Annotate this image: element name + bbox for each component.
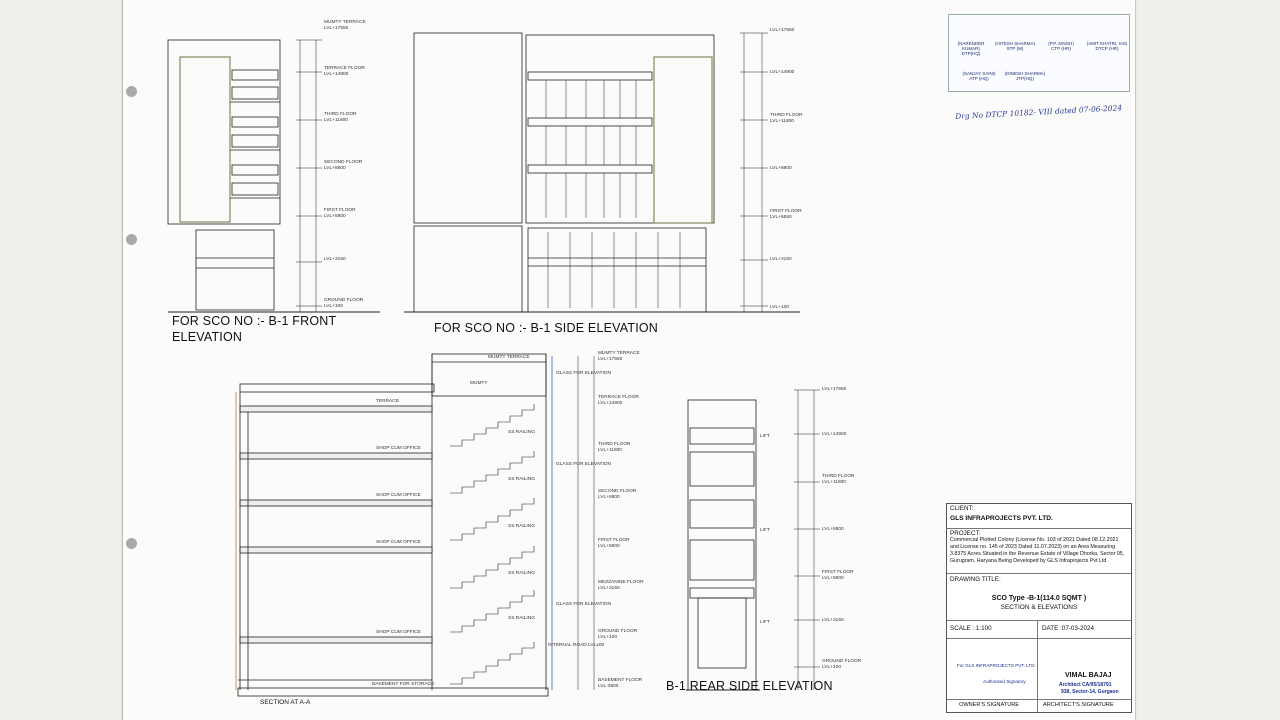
level-label: LVL+8800 <box>770 166 792 171</box>
section-label: TERRACE <box>376 399 399 404</box>
section-label: SHOP CUM OFFICE <box>376 630 421 635</box>
level-label: LVL+14900 <box>324 72 349 77</box>
level-label: LVL+5800 <box>822 576 844 581</box>
level-label: LVL+8800 <box>324 166 346 171</box>
level-label: FIRST FLOOR <box>822 570 854 575</box>
official-signature: (SANJAY SAINI) ATP (HQ) <box>962 71 996 82</box>
owner-sign-caption: Authorised Signatory <box>983 679 1026 684</box>
level-label: GROUND FLOOR <box>598 629 638 634</box>
approval-drawing-number: Drg No DTCP 10182- VIII dated 07-06-2024 <box>955 103 1123 121</box>
section-label: SHOP CUM OFFICE <box>376 493 421 498</box>
architect-name: VIMAL BAJAJ <box>1065 672 1112 679</box>
architect-signature-label: ARCHITECT'S SIGNATURE <box>1043 702 1114 708</box>
level-label: LVL+3150 <box>324 257 346 262</box>
sign-row-divider <box>947 504 1131 700</box>
section-label: SHOP CUM OFFICE <box>376 540 421 545</box>
level-label: LVL+11800 <box>598 448 622 453</box>
level-label: LVL+11800 <box>822 480 846 485</box>
section-label: MUMTY <box>470 381 488 386</box>
client-name: GLS INFRAPROJECTS PVT. LTD. <box>950 515 1053 522</box>
level-label: GLASS FOR ELEVATION <box>556 462 611 467</box>
level-label: FIRST FLOOR <box>324 208 356 213</box>
front-ground-block <box>196 230 274 310</box>
level-label: LVL+8800 <box>822 527 844 532</box>
architect-registration: Architect CA/95/18791 <box>1059 682 1112 688</box>
owner-signature-label: OWNER'S SIGNATURE <box>959 702 1020 708</box>
section-label: BASEMENT FOR STORAGE <box>372 682 435 687</box>
section-title: SECTION AT A-A <box>260 699 311 706</box>
level-label: LVL+8800 <box>598 495 620 500</box>
level-label: THIRD FLOOR <box>324 112 357 117</box>
section-label: MUMTY TERRACE <box>488 355 530 360</box>
section-label: SS RAILING <box>508 477 535 482</box>
level-label: LVL+17550 <box>822 387 847 392</box>
architect-address: 938, Sector-14, Gurgaon <box>1061 689 1119 695</box>
level-label: GLASS FOR ELEVATION <box>556 371 611 376</box>
level-label: TERRACE FLOOR <box>324 66 365 71</box>
section-label: SS RAILING <box>508 616 535 621</box>
drawing-title: SCO Type -B-1(114.0 SQMT ) <box>991 595 1087 602</box>
level-label: SECOND FLOOR <box>324 160 363 165</box>
level-label: LVL+100 <box>770 305 789 310</box>
level-label: BASEMENT FLOOR <box>598 678 643 683</box>
level-label: LVL+5800 <box>598 544 620 549</box>
level-label: INTERNAL ROAD LVL±00 <box>548 643 605 648</box>
level-label: FIRST FLOOR <box>598 538 630 543</box>
client-label: CLIENT: <box>950 505 974 512</box>
front-upper-block <box>168 40 280 224</box>
official-signature: (HITESH SHARMA) STP (M) <box>994 41 1035 52</box>
level-label: LVL+17550 <box>324 26 349 31</box>
level-label: LVL+3150 <box>598 586 620 591</box>
owner-company: For GLS INFRAPROJECTS PVT. LTD. <box>957 663 1036 668</box>
level-label: THIRD FLOOR <box>770 113 803 118</box>
side-left-block <box>414 33 522 223</box>
level-label: GROUND FLOOR <box>324 298 364 303</box>
level-label: MUMTY TERRACE <box>598 351 640 356</box>
level-label: LVL+5800 <box>324 214 346 219</box>
front-glass-panel <box>180 57 230 222</box>
front-elevation-title: FOR SCO NO :- B-1 FRONT ELEVATION <box>172 314 337 344</box>
drawing-title-label: DRAWING TITLE: <box>950 576 1001 583</box>
rear-lift-label: LIFT <box>760 620 770 625</box>
section-label: SS RAILING <box>508 430 535 435</box>
official-signature: (AMIT KHATRI, IAS) DTCP (HR) <box>1086 41 1128 52</box>
scale: SCALE : 1:100 <box>950 625 992 632</box>
level-label: LVL+11800 <box>770 119 794 124</box>
level-label: THIRD FLOOR <box>822 474 855 479</box>
level-label: LVL+3150 <box>822 618 844 623</box>
level-label: MEZZANINE FLOOR <box>598 580 644 585</box>
rear-elevation-title: B-1 REAR SIDE ELEVATION <box>666 679 833 693</box>
level-label: LVL+11800 <box>324 118 348 123</box>
level-label: SECOND FLOOR <box>598 489 637 494</box>
level-label: LVL+100 <box>822 665 841 670</box>
section-label: SS RAILING <box>508 524 535 529</box>
drawing-subtitle: SECTION & ELEVATIONS <box>1000 604 1078 611</box>
approval-stamp <box>948 14 1130 92</box>
title-block <box>946 503 1132 713</box>
project-label: PROJECT: <box>950 530 981 537</box>
level-label: FIRST FLOOR <box>770 209 802 214</box>
level-label: LVL+14900 <box>822 432 847 437</box>
section-label: SS RAILING <box>508 571 535 576</box>
level-label: THIRD FLOOR <box>598 442 631 447</box>
level-label: GROUND FLOOR <box>822 659 862 664</box>
level-label: LVL+5550 <box>770 215 792 220</box>
section-label: SHOP CUM OFFICE <box>376 446 421 451</box>
level-label: LVL+17550 <box>770 28 795 33</box>
level-label: MUMTY TERRACE <box>324 20 366 25</box>
level-label: TERRACE FLOOR <box>598 395 639 400</box>
official-signature: (DINESH SHARMA) JTP(HQ) <box>1004 71 1046 82</box>
official-signature: (NARENDER KUMAR) DTP(HQ) <box>957 41 985 57</box>
rear-lift-label: LIFT <box>760 528 770 533</box>
level-label: LVL+100 <box>598 635 617 640</box>
level-label: LVL+17550 <box>598 357 623 362</box>
date: DATE :07-03-2024 <box>1042 625 1095 632</box>
official-signature: (P.P. SINGH) CTP (HR) <box>1048 41 1074 52</box>
level-label: LVL+14900 <box>770 70 795 75</box>
level-label: GLASS FOR ELEVATION <box>556 602 611 607</box>
level-label: LVL+14900 <box>598 401 623 406</box>
level-label: LVL-3600 <box>598 684 619 689</box>
side-elevation-title: FOR SCO NO :- B-1 SIDE ELEVATION <box>434 321 659 335</box>
rear-lift-label: LIFT <box>760 434 770 439</box>
level-label: LVL+3150 <box>770 257 792 262</box>
level-label: LVL+100 <box>324 304 343 309</box>
project-description: Commercial Plotted Colony (License No. 103 of 2021 Dated 08.12.2021 and License no. 145 of 2023 Dated 11.07.2023) on an Area Measuring 3.8375 Acres Situated in the Revenue Estate of Village Dhorka, Sector 95, Gurugram, Haryana Being Developed by GLS Infraprojects Pvt Ltd <box>950 537 1125 564</box>
